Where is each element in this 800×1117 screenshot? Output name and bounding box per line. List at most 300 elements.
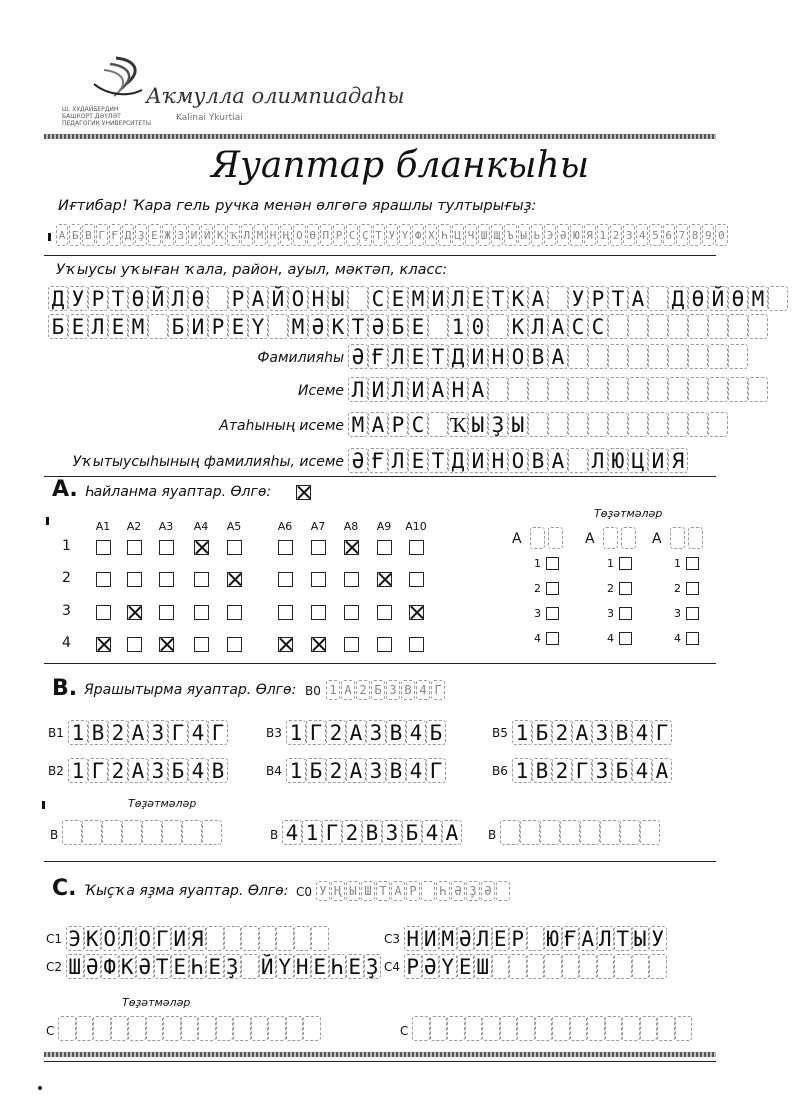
letter-cell[interactable]: Д xyxy=(448,448,468,473)
answer-cells-b2[interactable] xyxy=(68,758,228,783)
letter-cell[interactable] xyxy=(708,314,728,339)
answer-checkbox[interactable] xyxy=(278,637,293,652)
letter-cell[interactable]: А xyxy=(368,412,388,437)
letter-cell[interactable] xyxy=(62,820,82,845)
letter-cell[interactable]: 3 xyxy=(592,720,612,745)
letter-cell[interactable]: Т xyxy=(608,286,628,311)
answer-checkbox[interactable] xyxy=(227,637,242,652)
letter-cell[interactable]: К xyxy=(328,314,348,339)
letter-cell[interactable] xyxy=(608,314,628,339)
letter-cell[interactable] xyxy=(608,412,628,437)
letter-cell[interactable] xyxy=(182,820,202,845)
letter-cell[interactable] xyxy=(146,1016,164,1041)
letter-cell[interactable] xyxy=(548,286,568,311)
answer-checkbox[interactable] xyxy=(409,572,424,587)
letter-cell[interactable]: Е xyxy=(457,954,475,979)
letter-cell[interactable]: М xyxy=(288,314,308,339)
letter-cell[interactable]: И xyxy=(171,926,189,951)
letter-cell[interactable] xyxy=(728,377,748,402)
answer-checkbox[interactable] xyxy=(96,540,111,555)
letter-cell[interactable]: У xyxy=(649,926,667,951)
letter-cell[interactable]: Т xyxy=(348,314,368,339)
answer-checkbox[interactable] xyxy=(409,637,424,652)
letter-cell[interactable]: Р xyxy=(388,412,408,437)
letter-cell[interactable]: А xyxy=(248,286,268,311)
letter-cell[interactable] xyxy=(488,314,508,339)
letter-cell[interactable] xyxy=(224,926,242,951)
letter-cell[interactable]: 4 xyxy=(422,820,442,845)
letter-cell[interactable]: Р xyxy=(88,286,108,311)
answer-checkbox[interactable] xyxy=(409,540,424,555)
letter-cell[interactable]: Э xyxy=(66,926,84,951)
letter-cell[interactable]: Л xyxy=(88,314,108,339)
answer-checkbox[interactable] xyxy=(311,572,326,587)
letter-cell[interactable]: А xyxy=(346,720,366,745)
letter-cell[interactable]: И xyxy=(648,448,668,473)
letter-cell[interactable]: 2 xyxy=(552,720,572,745)
letter-cell[interactable]: Т xyxy=(108,286,128,311)
letter-cell[interactable] xyxy=(632,954,650,979)
letter-cell[interactable] xyxy=(579,954,597,979)
letter-cell[interactable]: Д xyxy=(48,286,68,311)
corr-input-cell[interactable] xyxy=(603,527,618,549)
letter-cell[interactable] xyxy=(648,286,668,311)
letter-cell[interactable]: Г xyxy=(208,720,228,745)
letter-cell[interactable] xyxy=(648,314,668,339)
letter-cell[interactable]: Н xyxy=(404,926,422,951)
answer-checkbox[interactable] xyxy=(127,540,142,555)
answer-checkbox[interactable] xyxy=(159,605,174,620)
corr-checkbox[interactable] xyxy=(546,607,559,620)
letter-cell[interactable] xyxy=(465,1016,483,1041)
letter-cell[interactable]: Г xyxy=(168,720,188,745)
letter-cell[interactable]: Ә xyxy=(348,448,368,473)
letter-cell[interactable]: Б xyxy=(426,720,446,745)
letter-cell[interactable] xyxy=(76,1016,94,1041)
letter-cell[interactable]: Д xyxy=(448,344,468,369)
letter-cell[interactable] xyxy=(708,412,728,437)
letter-cell[interactable]: А xyxy=(548,448,568,473)
letter-cell[interactable]: Ә xyxy=(368,314,388,339)
letter-cell[interactable] xyxy=(605,1016,623,1041)
letter-cell[interactable] xyxy=(208,286,228,311)
answer-checkbox[interactable] xyxy=(311,540,326,555)
answer-checkbox[interactable] xyxy=(278,540,293,555)
letter-cell[interactable] xyxy=(620,820,640,845)
letter-cell[interactable]: Я xyxy=(189,926,207,951)
letter-cell[interactable]: В xyxy=(386,758,406,783)
letter-cell[interactable]: Е xyxy=(171,954,189,979)
letter-cell[interactable]: 3 xyxy=(366,758,386,783)
letter-cell[interactable]: Й xyxy=(708,286,728,311)
letter-cell[interactable]: 2 xyxy=(108,720,128,745)
surname-field[interactable] xyxy=(348,344,748,369)
answer-checkbox[interactable] xyxy=(159,572,174,587)
letter-cell[interactable] xyxy=(488,377,508,402)
letter-cell[interactable] xyxy=(552,1016,570,1041)
letter-cell[interactable]: Б xyxy=(48,314,68,339)
letter-cell[interactable] xyxy=(580,820,600,845)
letter-cell[interactable] xyxy=(568,344,588,369)
letter-cell[interactable] xyxy=(348,286,368,311)
letter-cell[interactable]: И xyxy=(468,344,488,369)
letter-cell[interactable] xyxy=(614,954,632,979)
answer-cells-b6[interactable] xyxy=(512,758,672,783)
letter-cell[interactable]: 1 xyxy=(448,314,468,339)
letter-cell[interactable] xyxy=(500,1016,518,1041)
letter-cell[interactable] xyxy=(628,314,648,339)
letter-cell[interactable]: А xyxy=(572,720,592,745)
letter-cell[interactable]: А xyxy=(548,314,568,339)
letter-cell[interactable]: 3 xyxy=(148,758,168,783)
answer-checkbox[interactable] xyxy=(227,605,242,620)
letter-cell[interactable]: Л xyxy=(348,377,368,402)
letter-cell[interactable] xyxy=(708,344,728,369)
letter-cell[interactable] xyxy=(202,820,222,845)
corr-input-cell[interactable] xyxy=(548,527,563,549)
letter-cell[interactable]: А xyxy=(428,377,448,402)
letter-cell[interactable]: В xyxy=(532,758,552,783)
letter-cell[interactable] xyxy=(241,926,259,951)
letter-cell[interactable]: В xyxy=(612,720,632,745)
letter-cell[interactable]: В xyxy=(528,448,548,473)
letter-cell[interactable]: Р xyxy=(588,286,608,311)
letter-cell[interactable]: Б xyxy=(388,314,408,339)
letter-cell[interactable]: Ш xyxy=(66,954,84,979)
letter-cell[interactable]: В xyxy=(208,758,228,783)
letter-cell[interactable]: Р xyxy=(509,926,527,951)
letter-cell[interactable] xyxy=(640,1016,658,1041)
letter-cell[interactable]: 1 xyxy=(68,758,88,783)
letter-cell[interactable]: Ө xyxy=(188,286,208,311)
letter-cell[interactable] xyxy=(311,926,329,951)
letter-cell[interactable]: 4 xyxy=(188,758,208,783)
letter-cell[interactable] xyxy=(198,1016,216,1041)
letter-cell[interactable] xyxy=(648,412,668,437)
letter-cell[interactable]: И xyxy=(408,377,428,402)
letter-cell[interactable] xyxy=(233,1016,251,1041)
letter-cell[interactable]: Ю xyxy=(608,448,628,473)
letter-cell[interactable]: И xyxy=(428,286,448,311)
letter-cell[interactable]: А xyxy=(442,820,462,845)
letter-cell[interactable]: Н xyxy=(308,286,328,311)
letter-cell[interactable] xyxy=(286,1016,304,1041)
letter-cell[interactable]: Б xyxy=(168,758,188,783)
answer-checkbox[interactable] xyxy=(344,572,359,587)
letter-cell[interactable] xyxy=(102,820,122,845)
correction-cells[interactable] xyxy=(62,820,222,845)
corr-input-cell[interactable] xyxy=(621,527,636,549)
answer-cells-b5[interactable] xyxy=(512,720,672,745)
letter-cell[interactable]: Һ xyxy=(329,954,347,979)
answer-checkbox[interactable] xyxy=(344,540,359,555)
letter-cell[interactable]: Ш xyxy=(474,954,492,979)
letter-cell[interactable] xyxy=(412,1016,430,1041)
letter-cell[interactable]: О xyxy=(508,344,528,369)
letter-cell[interactable]: 4 xyxy=(406,720,426,745)
corr-input-cell[interactable] xyxy=(688,527,703,549)
letter-cell[interactable]: А xyxy=(528,286,548,311)
letter-cell[interactable] xyxy=(728,344,748,369)
answer-checkbox[interactable] xyxy=(311,637,326,652)
letter-cell[interactable]: Й xyxy=(268,286,288,311)
corr-input-cell[interactable] xyxy=(530,527,545,549)
letter-cell[interactable]: Б xyxy=(612,758,632,783)
letter-cell[interactable] xyxy=(688,412,708,437)
letter-cell[interactable]: 4 xyxy=(632,758,652,783)
letter-cell[interactable]: Ө xyxy=(688,286,708,311)
letter-cell[interactable]: О xyxy=(288,286,308,311)
letter-cell[interactable]: Б xyxy=(532,720,552,745)
letter-cell[interactable]: Л xyxy=(448,286,468,311)
letter-cell[interactable]: 1 xyxy=(302,820,322,845)
letter-cell[interactable] xyxy=(111,1016,129,1041)
letter-cell[interactable]: К xyxy=(119,954,137,979)
answer-checkbox[interactable] xyxy=(311,605,326,620)
letter-cell[interactable]: 1 xyxy=(286,720,306,745)
letter-cell[interactable]: Л xyxy=(388,344,408,369)
letter-cell[interactable]: Ы xyxy=(468,412,488,437)
letter-cell[interactable]: Ә xyxy=(308,314,328,339)
letter-cell[interactable]: Е xyxy=(108,314,128,339)
letter-cell[interactable] xyxy=(648,344,668,369)
letter-cell[interactable] xyxy=(181,1016,199,1041)
letter-cell[interactable]: Е xyxy=(228,314,248,339)
letter-cell[interactable]: Р xyxy=(404,954,422,979)
letter-cell[interactable]: А xyxy=(579,926,597,951)
letter-cell[interactable]: В xyxy=(528,344,548,369)
letter-cell[interactable]: Е xyxy=(408,448,428,473)
teacher-field[interactable] xyxy=(348,448,688,473)
letter-cell[interactable]: Б xyxy=(168,314,188,339)
letter-cell[interactable]: Н xyxy=(488,344,508,369)
letter-cell[interactable]: Т xyxy=(154,954,172,979)
letter-cell[interactable]: И xyxy=(468,448,488,473)
letter-cell[interactable]: А xyxy=(346,758,366,783)
letter-cell[interactable] xyxy=(58,1016,76,1041)
letter-cell[interactable]: Е xyxy=(408,314,428,339)
answer-checkbox[interactable] xyxy=(159,540,174,555)
letter-cell[interactable]: А xyxy=(468,377,488,402)
letter-cell[interactable] xyxy=(544,954,562,979)
letter-cell[interactable] xyxy=(648,377,668,402)
answer-checkbox[interactable] xyxy=(194,572,209,587)
letter-cell[interactable]: Д xyxy=(668,286,688,311)
letter-cell[interactable] xyxy=(640,820,660,845)
letter-cell[interactable] xyxy=(560,820,580,845)
letter-cell[interactable] xyxy=(675,1016,693,1041)
letter-cell[interactable] xyxy=(430,1016,448,1041)
letter-cell[interactable]: Е xyxy=(311,954,329,979)
answer-checkbox[interactable] xyxy=(127,572,142,587)
letter-cell[interactable] xyxy=(688,314,708,339)
letter-cell[interactable]: Ф xyxy=(101,954,119,979)
letter-cell[interactable]: Ө xyxy=(128,286,148,311)
letter-cell[interactable] xyxy=(728,314,748,339)
corr-checkbox[interactable] xyxy=(546,582,559,595)
patronymic-field[interactable] xyxy=(348,412,728,437)
letter-cell[interactable] xyxy=(649,954,667,979)
letter-cell[interactable]: И xyxy=(422,926,440,951)
letter-cell[interactable]: С xyxy=(568,314,588,339)
letter-cell[interactable] xyxy=(251,1016,269,1041)
answer-checkbox[interactable] xyxy=(377,572,392,587)
letter-cell[interactable] xyxy=(162,820,182,845)
letter-cell[interactable] xyxy=(528,412,548,437)
answer-checkbox[interactable] xyxy=(194,605,209,620)
letter-cell[interactable] xyxy=(657,1016,675,1041)
letter-cell[interactable] xyxy=(548,412,568,437)
letter-cell[interactable] xyxy=(276,926,294,951)
letter-cell[interactable] xyxy=(622,1016,640,1041)
letter-cell[interactable]: 1 xyxy=(512,720,532,745)
answer-cells-b3[interactable] xyxy=(286,720,446,745)
answer-checkbox[interactable] xyxy=(409,605,424,620)
letter-cell[interactable]: 3 xyxy=(382,820,402,845)
letter-cell[interactable]: А xyxy=(628,286,648,311)
answer-cells-c3[interactable] xyxy=(404,926,667,951)
letter-cell[interactable] xyxy=(142,820,162,845)
letter-cell[interactable] xyxy=(294,926,312,951)
letter-cell[interactable]: 4 xyxy=(406,758,426,783)
letter-cell[interactable] xyxy=(588,344,608,369)
letter-cell[interactable] xyxy=(428,412,448,437)
answer-cells-c4[interactable] xyxy=(404,954,667,979)
answer-checkbox[interactable] xyxy=(278,572,293,587)
letter-cell[interactable]: 0 xyxy=(468,314,488,339)
letter-cell[interactable]: Ы xyxy=(632,926,650,951)
letter-cell[interactable]: 3 xyxy=(148,720,168,745)
corr-checkbox[interactable] xyxy=(546,557,559,570)
letter-cell[interactable]: Г xyxy=(572,758,592,783)
letter-cell[interactable]: Т xyxy=(428,448,448,473)
letter-cell[interactable]: Е xyxy=(346,954,364,979)
letter-cell[interactable] xyxy=(608,344,628,369)
letter-cell[interactable]: А xyxy=(652,758,672,783)
letter-cell[interactable] xyxy=(535,1016,553,1041)
answer-checkbox[interactable] xyxy=(159,637,174,652)
answer-checkbox[interactable] xyxy=(96,572,111,587)
letter-cell[interactable]: М xyxy=(348,412,368,437)
letter-cell[interactable] xyxy=(520,820,540,845)
letter-cell[interactable] xyxy=(206,926,224,951)
letter-cell[interactable] xyxy=(128,1016,146,1041)
letter-cell[interactable]: Е xyxy=(408,344,428,369)
answer-checkbox[interactable] xyxy=(377,605,392,620)
letter-cell[interactable]: Л xyxy=(168,286,188,311)
letter-cell[interactable]: Ҙ xyxy=(364,954,382,979)
letter-cell[interactable]: А xyxy=(128,758,148,783)
letter-cell[interactable]: 3 xyxy=(366,720,386,745)
letter-cell[interactable] xyxy=(668,314,688,339)
letter-cell[interactable]: 2 xyxy=(326,758,346,783)
letter-cell[interactable]: Ә xyxy=(348,344,368,369)
letter-cell[interactable]: К xyxy=(508,286,528,311)
letter-cell[interactable]: 2 xyxy=(552,758,572,783)
letter-cell[interactable]: К xyxy=(508,314,528,339)
corr-checkbox[interactable] xyxy=(619,632,632,645)
letter-cell[interactable]: Ю xyxy=(544,926,562,951)
letter-cell[interactable] xyxy=(508,377,528,402)
letter-cell[interactable] xyxy=(628,412,648,437)
letter-cell[interactable] xyxy=(568,448,588,473)
letter-cell[interactable]: 4 xyxy=(632,720,652,745)
letter-cell[interactable] xyxy=(608,377,628,402)
letter-cell[interactable]: Г xyxy=(322,820,342,845)
answer-cells-b4[interactable] xyxy=(286,758,446,783)
letter-cell[interactable] xyxy=(482,1016,500,1041)
letter-cell[interactable] xyxy=(562,954,580,979)
letter-cell[interactable]: И xyxy=(368,377,388,402)
letter-cell[interactable]: Ө xyxy=(728,286,748,311)
correction-cells[interactable] xyxy=(500,820,660,845)
letter-cell[interactable] xyxy=(588,377,608,402)
letter-cell[interactable]: Ғ xyxy=(368,448,388,473)
letter-cell[interactable] xyxy=(241,954,259,979)
letter-cell[interactable]: Ц xyxy=(628,448,648,473)
letter-cell[interactable] xyxy=(668,344,688,369)
letter-cell[interactable]: Ҙ xyxy=(488,412,508,437)
letter-cell[interactable] xyxy=(517,1016,535,1041)
letter-cell[interactable]: 1 xyxy=(68,720,88,745)
letter-cell[interactable]: Л xyxy=(528,314,548,339)
letter-cell[interactable]: 2 xyxy=(342,820,362,845)
letter-cell[interactable]: 3 xyxy=(592,758,612,783)
letter-cell[interactable]: Ә xyxy=(84,954,102,979)
letter-cell[interactable]: Г xyxy=(88,758,108,783)
letter-cell[interactable]: Е xyxy=(468,286,488,311)
letter-cell[interactable]: Ғ xyxy=(562,926,580,951)
correction-cells[interactable] xyxy=(58,1016,321,1041)
letter-cell[interactable] xyxy=(428,314,448,339)
letter-cell[interactable]: Т xyxy=(428,344,448,369)
letter-cell[interactable] xyxy=(628,344,648,369)
letter-cell[interactable] xyxy=(148,314,168,339)
answer-checkbox[interactable] xyxy=(194,637,209,652)
letter-cell[interactable]: Е xyxy=(68,314,88,339)
answer-checkbox[interactable] xyxy=(96,637,111,652)
letter-cell[interactable]: 2 xyxy=(108,758,128,783)
corr-checkbox[interactable] xyxy=(686,607,699,620)
letter-cell[interactable] xyxy=(597,954,615,979)
corr-checkbox[interactable] xyxy=(686,632,699,645)
letter-cell[interactable]: Ә xyxy=(457,926,475,951)
letter-cell[interactable]: Г xyxy=(426,758,446,783)
letter-cell[interactable] xyxy=(548,377,568,402)
letter-cell[interactable] xyxy=(492,954,510,979)
letter-cell[interactable] xyxy=(82,820,102,845)
letter-cell[interactable]: Р xyxy=(208,314,228,339)
letter-cell[interactable]: Й xyxy=(148,286,168,311)
letter-cell[interactable] xyxy=(568,377,588,402)
letter-cell[interactable]: Л xyxy=(474,926,492,951)
letter-cell[interactable] xyxy=(628,377,648,402)
letter-cell[interactable] xyxy=(122,820,142,845)
letter-cell[interactable]: М xyxy=(408,286,428,311)
answer-checkbox[interactable] xyxy=(194,540,209,555)
letter-cell[interactable]: Р xyxy=(228,286,248,311)
letter-cell[interactable]: В xyxy=(362,820,382,845)
letter-cell[interactable] xyxy=(587,1016,605,1041)
letter-cell[interactable] xyxy=(688,377,708,402)
letter-cell[interactable]: Е xyxy=(206,954,224,979)
letter-cell[interactable]: Ҡ xyxy=(449,413,467,437)
letter-cell[interactable]: О xyxy=(101,926,119,951)
letter-cell[interactable] xyxy=(509,954,527,979)
letter-cell[interactable] xyxy=(668,377,688,402)
letter-cell[interactable]: Т xyxy=(488,286,508,311)
answer-checkbox[interactable] xyxy=(227,540,242,555)
